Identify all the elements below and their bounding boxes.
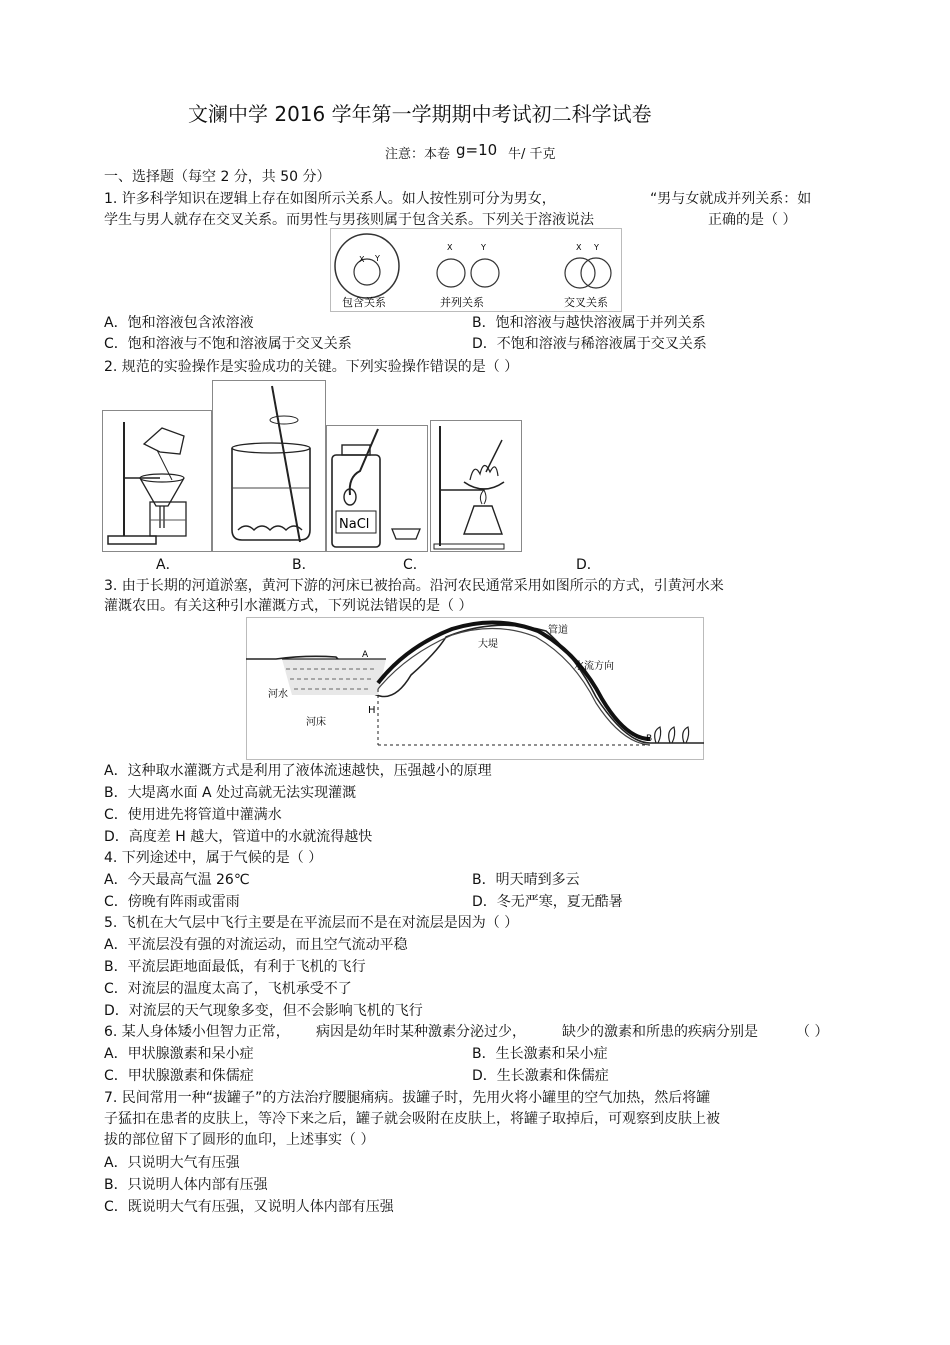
q6-option-a: A．甲状腺激素和呆小症 <box>104 1046 254 1062</box>
note-prefix: 注意：本卷 <box>385 147 451 162</box>
riverbed-label: 河床 <box>306 717 326 728</box>
q2-label-a: A． <box>156 557 180 573</box>
q4-option-a: A．今天最高气温 26℃ <box>104 872 250 888</box>
q6-stem-part2: 病因是幼年时某种激素分泌过少， <box>316 1024 526 1040</box>
q1-option-a: A．饱和溶液包含浓溶液 <box>104 315 254 331</box>
diagram-y-label: Y <box>375 254 380 263</box>
q6-stem-part4: （ ） <box>796 1024 829 1040</box>
parallel-label: 并列关系 <box>440 296 484 309</box>
q6-option-d: D．生长激素和侏儒症 <box>472 1068 609 1084</box>
q5-option-a: A．平流层没有强的对流运动，而且空气流动平稳 <box>104 937 408 953</box>
exam-title: 文澜中学 2016 学年第一学期期中考试初二科学试卷 <box>188 102 652 126</box>
q3-option-c: C．使用进先将管道中灌满水 <box>104 807 282 823</box>
q2-label-c: C． <box>403 557 427 573</box>
point-b-label: B <box>646 734 653 744</box>
nacl-label: NaCl <box>339 517 370 532</box>
flow-direction-label: 水流方向 <box>574 661 614 672</box>
q6-stem-part3: 缺少的激素和所患的疾病分别是 <box>562 1024 758 1040</box>
q7-line2: 子猛扣在患者的皮肤上，等冷下来之后，罐子就会吸附在皮肤上，将罐子取掉后，可观察到皮肤上被 <box>104 1111 720 1127</box>
q3-line1: 3. 由于长期的河道淤塞，黄河下游的河床已被抬高。沿河农民通常采用如图所示的方式，引黄河水来 <box>104 578 724 594</box>
q1-option-c: C．饱和溶液与不饱和溶液属于交叉关系 <box>104 336 352 352</box>
nacl-figure <box>326 425 428 552</box>
q1-line1-a: 1. 许多科学知识在逻辑上存在如图所示关系人。如人按性别可分为男女， <box>104 191 556 207</box>
filtration-figure <box>102 410 212 552</box>
q5-option-b: B．平流层距地面最低，有利于飞机的飞行 <box>104 959 366 975</box>
diagram-x-label: X <box>359 255 365 264</box>
q2-label-b: B． <box>292 557 316 573</box>
q5-stem: 5. 飞机在大气层中飞行主要是在平流层而不是在对流层是因为（ ） <box>104 915 519 931</box>
note-unit: 牛/ 千克 <box>508 147 556 162</box>
q2-stem: 2. 规范的实验操作是实验成功的关键。下列实验操作错误的是（ ） <box>104 359 519 375</box>
irrigation-figure <box>246 617 704 760</box>
q6-option-b: B．生长激素和呆小症 <box>472 1046 608 1062</box>
q7-option-a: A．只说明大气有压强 <box>104 1155 240 1171</box>
q3-option-d: D．高度差 H 越大，管道中的水就流得越快 <box>104 829 373 845</box>
q4-stem: 4. 下列途述中，属于气候的是（ ） <box>104 850 323 866</box>
q6-stem-part1: 6. 某人身体矮小但智力正常， <box>104 1024 290 1040</box>
q1-line2-b: 正确的是（ ） <box>708 212 797 228</box>
q3-option-a: A．这种取水灌溉方式是利用了液体流速越快，压强越小的原理 <box>104 763 492 779</box>
q1-option-b: B．饱和溶液与越快溶液属于并列关系 <box>472 315 706 331</box>
pipe-label: 管道 <box>548 625 568 636</box>
q1-line2-a: 学生与男人就存在交叉关系。而男性与男孩则属于包含关系。下列关于溶液说法 <box>104 212 594 228</box>
q3-option-b: B．大堤离水面 A 处过高就无法实现灌溉 <box>104 785 357 801</box>
cross-label: 交叉关系 <box>564 296 608 309</box>
height-h-label: H <box>368 705 376 716</box>
q5-option-c: C．对流层的温度太高了，飞机承受不了 <box>104 981 352 997</box>
dilution-figure <box>212 380 326 552</box>
q6-option-c: C．甲状腺激素和侏儒症 <box>104 1068 254 1084</box>
dam-label: 大堤 <box>478 639 498 650</box>
diagram-x-label: X <box>576 243 582 252</box>
q7-line1: 7. 民间常用一种“拔罐子”的方法治疗腰腿痛病。拔罐子时，先用火将小罐里的空气加热，然后将罐 <box>104 1090 711 1106</box>
diagram-y-label: Y <box>594 243 599 252</box>
q7-line3: 拔的部位留下了圆形的血印，上述事实（ ） <box>104 1132 375 1148</box>
evaporation-figure <box>430 420 522 552</box>
q1-line1-b: “男与女就成并列关系：如 <box>650 191 812 207</box>
point-a-label: A <box>362 650 369 660</box>
q4-option-b: B．明天晴到多云 <box>472 872 580 888</box>
q7-option-c: C．既说明大气有压强，又说明人体内部有压强 <box>104 1199 394 1215</box>
q1-option-d: D．不饱和溶液与稀溶液属于交叉关系 <box>472 336 707 352</box>
q4-option-c: C．傍晚有阵雨或雷雨 <box>104 894 240 910</box>
q4-option-d: D．冬无严寒，夏无酷暑 <box>472 894 623 910</box>
q3-line2: 灌溉农田。有关这种引水灌溉方式，下列说法错误的是（ ） <box>104 598 473 614</box>
q2-label-d: D． <box>576 557 601 573</box>
q7-option-b: B．只说明人体内部有压强 <box>104 1177 268 1193</box>
diagram-x-label: X <box>447 243 453 252</box>
note-g-value: g=10 <box>456 141 498 159</box>
contain-label: 包含关系 <box>342 296 386 309</box>
river-water-label: 河水 <box>268 689 288 700</box>
section-heading: 一、选择题（每空 2 分，共 50 分） <box>104 169 331 185</box>
q5-option-d: D．对流层的天气现象多变，但不会影响飞机的飞行 <box>104 1003 423 1019</box>
relation-diagram <box>330 228 622 312</box>
diagram-y-label: Y <box>481 243 486 252</box>
